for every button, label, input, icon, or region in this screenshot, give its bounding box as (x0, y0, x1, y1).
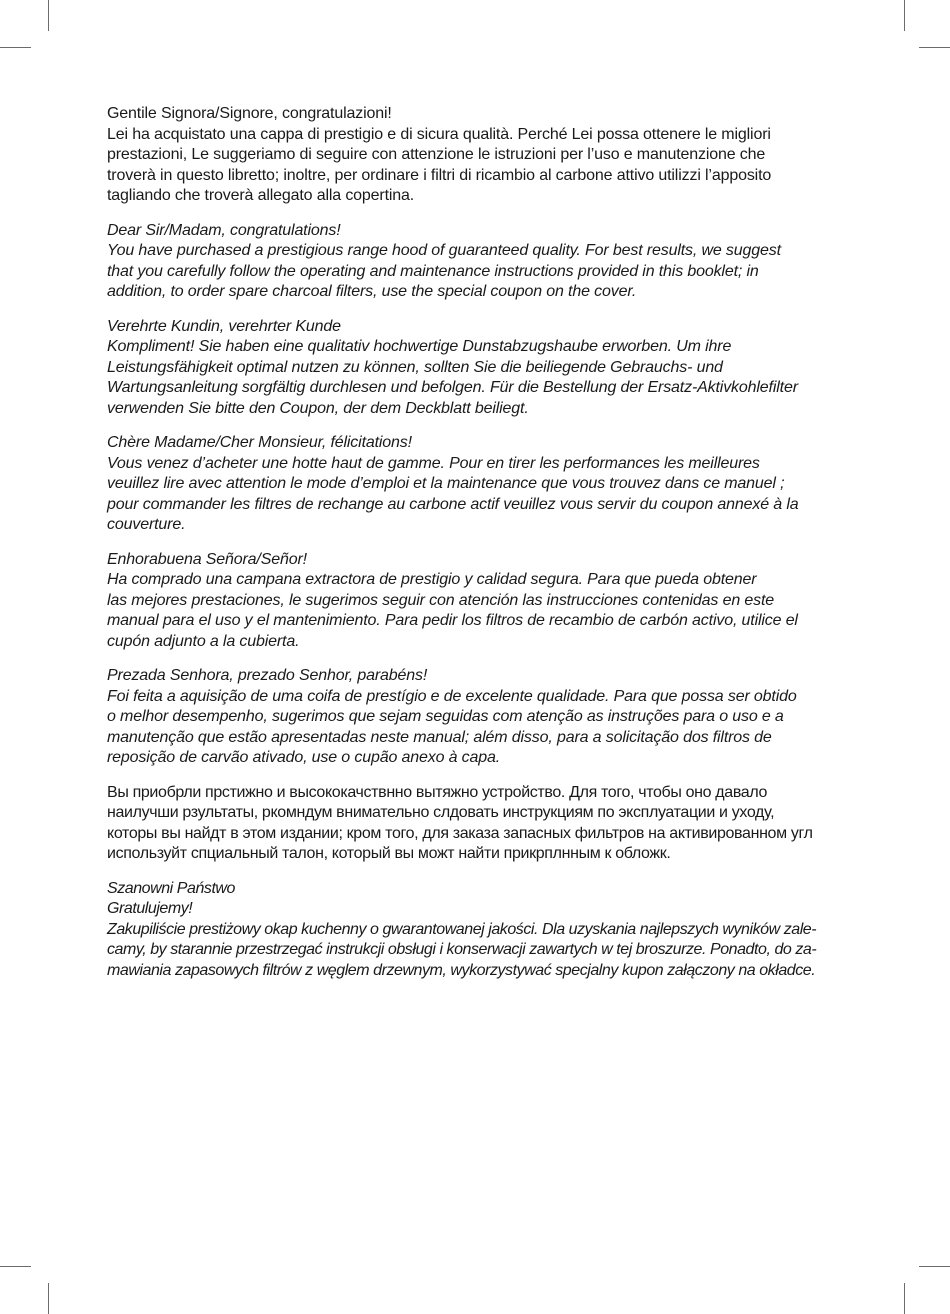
text-line: Chère Madame/Cher Monsieur, félicitations! (107, 434, 412, 451)
paragraph-english (107, 221, 859, 303)
text-line: Kompliment! Sie haben eine qualitativ hochwertige Dunstabzugshaube erworben. Um ihre (107, 338, 732, 355)
paragraph-text (107, 104, 859, 207)
crop-mark-top-right-horizontal (919, 47, 950, 48)
paragraph-polish (107, 879, 859, 982)
text-line: Verehrte Kundin, verehrter Kunde (107, 317, 341, 335)
text-line: наилучши рзультаты, ркомндум внимательно слдовать инструкциям по эксплуатации и уходу, (107, 804, 775, 821)
text-line: Leistungsfähigkeit optimal nutzen zu können, sollten Sie die beiliegende Gebrauchs- und (107, 358, 723, 376)
text-line: prestazioni, Le suggeriamo di seguire con attenzione le istruzioni per l’uso e manutenzione che (107, 146, 766, 163)
paragraph-text (107, 666, 859, 769)
paragraph-italian (107, 104, 859, 207)
text-line: couverture. (107, 516, 186, 533)
text-line: Szanowni Państwo (107, 879, 235, 897)
text-line: that you carefully follow the operating and maintenance instructions provided in this booklet; in (107, 262, 759, 280)
text-line: Dear Sir/Madam, congratulations! (107, 221, 341, 239)
paragraph-spanish (107, 550, 859, 653)
paragraph-text (107, 783, 859, 865)
document-body (107, 104, 859, 995)
crop-mark-bottom-right-vertical (904, 1283, 905, 1314)
text-line: reposição de carvão ativado, use o cupão anexo à capa. (107, 749, 501, 766)
crop-mark-top-right-vertical (904, 0, 905, 31)
text-line: o melhor desempenho, sugerimos que sejam seguidas com atenção as instruções para o uso e a (107, 708, 784, 725)
text-line: verwenden Sie bitte den Coupon, der dem Deckblatt beiliegt. (107, 399, 529, 417)
paragraph-german (107, 317, 859, 420)
text-line: troverà in questo libretto; inoltre, per ordinare i filtri di ricambio al carbone attivo utilizzi l’apposito (107, 166, 772, 184)
text-line: las mejores prestaciones, le sugerimos seguir con atención las instrucciones contenidas en este (107, 591, 775, 609)
text-line: tagliando che troverà allegato alla copertina. (107, 187, 415, 204)
text-line: Vous venez d’acheter une hotte haut de gamme. Pour en tirer les performances les meilleures (107, 454, 760, 472)
paragraph-text (107, 879, 859, 982)
paragraph-text (107, 317, 859, 420)
text-line: Lei ha acquistato una cappa di prestigio e di sicura qualità. Perché Lei possa ottenere le migliori (107, 125, 771, 143)
text-line: Enhorabuena Señora/Señor! (107, 550, 307, 568)
text-line: Prezada Senhora, prezado Senhor, parabéns! (107, 667, 428, 684)
crop-mark-bottom-left-horizontal (0, 1266, 31, 1267)
paragraph-french (107, 433, 859, 536)
text-line: veuillez lire avec attention le mode d’emploi et la maintenance que vous trouvez dans ce manuel ; (107, 475, 785, 492)
text-line: Zakupiliście prestiżowy okap kuchenny o gwarantowanej jakości. Dla uzyskania najlepszych wyników zale- (107, 920, 817, 938)
text-line: manual para el uso y el mantenimiento. Para pedir los filtros de recambio de carbón activo, utilice el (107, 612, 798, 629)
paragraph-russian (107, 783, 859, 865)
text-line: Foi feita a aquisição de uma coifa de prestígio e de excelente qualidade. Para que possa ser obtido (107, 687, 797, 705)
crop-mark-top-left-horizontal (0, 47, 31, 48)
text-line: manutenção que estão apresentadas neste manual; além disso, para a solicitação dos filtros de (107, 728, 772, 746)
paragraph-text (107, 433, 859, 536)
crop-mark-bottom-right-horizontal (919, 1266, 950, 1267)
text-line: Gratulujemy! (107, 900, 193, 917)
text-line: camy, by starannie przestrzegać instrukcji obsługi i konserwacji zawartych w tej broszurze. Ponadto, do za- (107, 941, 817, 958)
crop-mark-bottom-left-vertical (48, 1283, 49, 1314)
text-line: Gentile Signora/Signore, congratulazioni! (107, 105, 392, 122)
text-line: Вы приобрли прстижно и высококачствнно вытяжно устройство. Для того, чтобы оно давало (107, 783, 768, 801)
text-line: Ha comprado una campana extractora de prestigio y calidad segura. Para que pueda obtener (107, 571, 757, 588)
text-line: Wartungsanleitung sorgfältig durchlesen und befolgen. Für die Bestellung der Ersatz-Aktivkohlefilter (107, 379, 798, 396)
paragraph-text (107, 550, 859, 653)
text-line: You have purchased a prestigious range hood of guaranteed quality. For best results, we suggest (107, 242, 781, 259)
text-line: используйт спциальный талон, который вы можт найти прикрплнным к обложк. (107, 845, 671, 862)
text-line: pour commander les filtres de rechange au carbone actif veuillez vous servir du coupon annexé à la (107, 495, 799, 513)
crop-mark-top-left-vertical (48, 0, 49, 31)
text-line: которы вы найдт в этом издании; кром того, для заказа запасных фильтров на активированном угл (107, 824, 813, 842)
paragraph-portuguese (107, 666, 859, 769)
text-line: addition, to order spare charcoal filters, use the special coupon on the cover. (107, 283, 637, 300)
text-line: cupón adjunto a la cubierta. (107, 632, 300, 650)
paragraph-text (107, 221, 859, 303)
text-line: mawiania zapasowych filtrów z węglem drzewnym, wykorzystywać specjalny kupon załączony na okładce. (107, 961, 816, 979)
